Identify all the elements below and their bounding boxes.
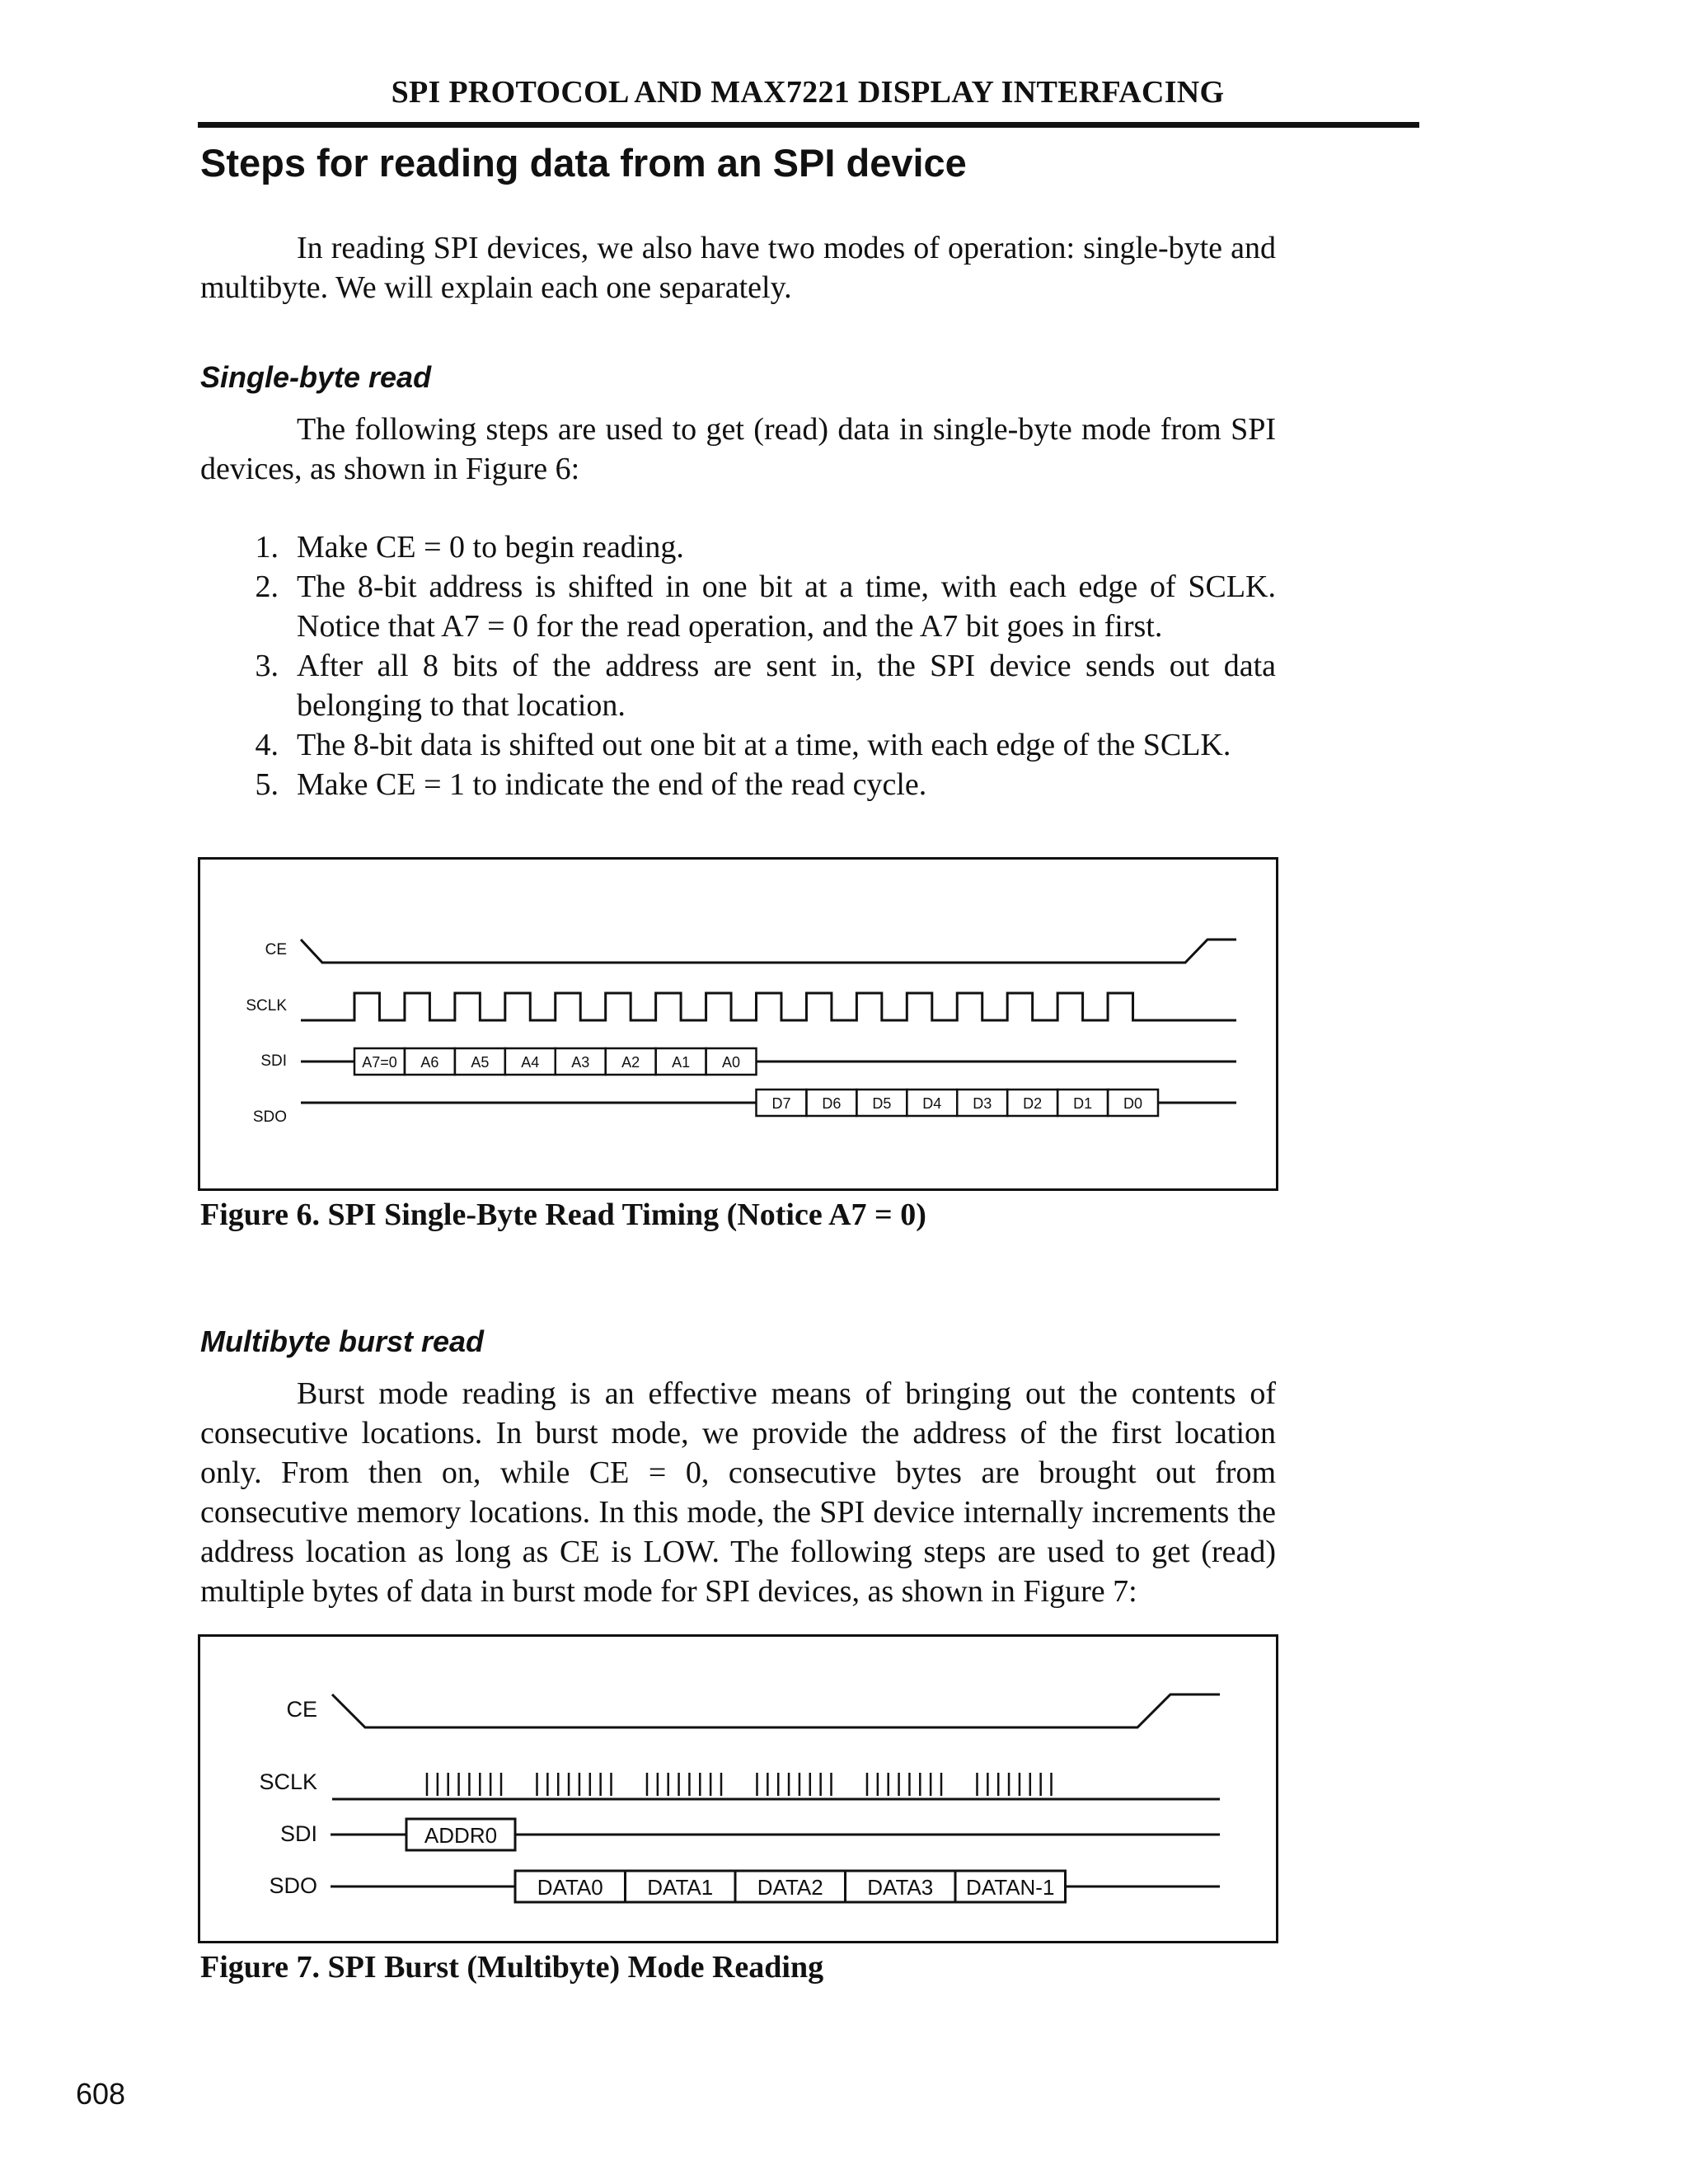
sdo-data-label: DATA2 [757,1875,823,1900]
sdo-bit-label: D6 [822,1095,842,1112]
step-text: After all 8 bits of the address are sent in, the SPI device sends out data belonging to that location. [297,649,1276,723]
step-number: 3. [255,649,279,683]
step-text: The 8-bit data is shifted out one bit at a time, with each edge of the SCLK. [297,728,1231,762]
sdo-data-label: DATA1 [647,1875,714,1900]
step-item [200,527,1276,567]
sdo-data-label: DATA3 [867,1875,934,1900]
sdi-bit-label: A3 [571,1054,590,1071]
ce-waveform [301,940,1236,963]
sclk-waveform [301,993,1236,1020]
step-number: 5. [255,767,279,802]
step-text: Make CE = 1 to indicate the end of the read cycle. [297,767,927,802]
sdo-bit-label: D4 [922,1095,942,1112]
header-rule [198,122,1419,128]
step-item [200,725,1276,765]
page-number: 608 [76,2077,126,2111]
sdo-bit-label: D3 [973,1095,992,1112]
single-byte-paragraph: The following steps are used to get (read) data in single-byte mode from SPI devices, as shown in Figure 6: [200,412,1276,486]
sdi-bit-label: A6 [420,1054,439,1071]
sdo-bit-label: D0 [1123,1095,1143,1112]
sdi-bit-label: A0 [722,1054,741,1071]
intro-paragraph: In reading SPI devices, we also have two modes of operation: single-byte and multibyte. We will explain each one separately. [200,231,1276,305]
section-title: Steps for reading data from an SPI device [200,141,967,185]
sdi-address-label: ADDR0 [424,1823,498,1848]
figure-6-caption: Figure 6. SPI Single-Byte Read Timing (Notice A7 = 0) [200,1197,926,1232]
sdo-bit-label: D1 [1073,1095,1093,1112]
sdo-bit-label: D2 [1023,1095,1043,1112]
figure-7-box [198,1634,1278,1943]
sdi-bit-label: A4 [521,1054,540,1071]
step-item [200,765,1276,804]
step-item [200,646,1276,725]
sdi-bit-label: A2 [621,1054,640,1071]
step-number: 4. [255,728,279,762]
sclk-signal-label: SCLK [246,997,287,1015]
ce-waveform [332,1694,1220,1727]
sdo-bit-label: D5 [872,1095,892,1112]
sdi-signal-label: SDI [279,1821,317,1846]
sclk-signal-label: SCLK [259,1769,317,1794]
sdi-bit-label: A7=0 [362,1054,397,1071]
figure-7-timing-diagram [200,1637,1281,1946]
single-byte-heading: Single-byte read [200,360,432,394]
step-number: 2. [255,569,279,604]
sdi-bit-label: A5 [471,1054,490,1071]
sdo-signal-label: SDO [269,1873,317,1898]
step-number: 1. [255,530,279,565]
multibyte-heading: Multibyte burst read [200,1324,485,1358]
figure-6-timing-diagram [200,860,1281,1193]
single-byte-steps [200,527,1276,804]
sdo-signal-label: SDO [252,1108,287,1126]
sdi-bit-label: A1 [672,1054,691,1071]
step-item [200,567,1276,646]
figure-6-box [198,857,1278,1191]
sdi-signal-label: SDI [260,1052,287,1070]
multibyte-paragraph: Burst mode reading is an effective means of bringing out the contents of consecutive locations. In burst mode, we provide the address of the first location only. From then on, while CE = 0, consecutive bytes are brought out from consecutive memory locations. In this mode, the SPI device internally increments the address location as long as CE is LOW. The following steps are used to get (read) multiple bytes of data in burst mode for SPI devices, as shown in Figure 7: [200,1376,1276,1609]
sdo-bit-label: D7 [771,1095,791,1112]
figure-7-caption: Figure 7. SPI Burst (Multibyte) Mode Reading [200,1950,824,1985]
ce-signal-label: CE [286,1697,317,1722]
step-text: The 8-bit address is shifted in one bit at a time, with each edge of SCLK. Notice that A7 = 0 for the read operation, and the A7 bit goes in first. [297,569,1276,644]
step-text: Make CE = 0 to begin reading. [297,530,684,565]
sdo-data-label: DATAN-1 [966,1875,1055,1900]
running-head: SPI PROTOCOL AND MAX7221 DISPLAY INTERFACING [391,75,1225,110]
sdo-data-label: DATA0 [537,1875,603,1900]
ce-signal-label: CE [265,941,287,958]
